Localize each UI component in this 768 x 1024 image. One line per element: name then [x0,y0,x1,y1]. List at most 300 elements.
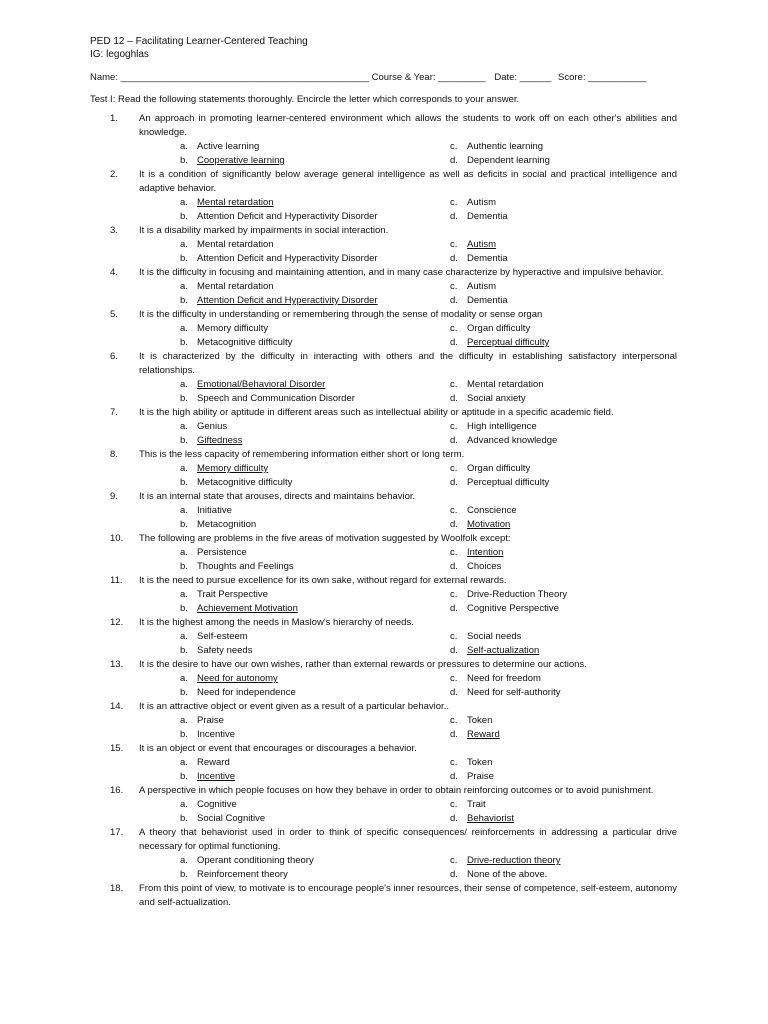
option-text: Attention Deficit and Hyperactivity Disorder [197,253,378,264]
option-text: Self-esteem [197,631,248,642]
option-letter: d. [450,155,458,166]
question-item [90,784,677,826]
option-text: Cognitive [197,799,237,810]
option-letter: b. [180,729,188,740]
option-letter: d. [450,393,458,404]
question-text: A perspective in which people focuses on how they behave in order to obtain reinforcing outcomes or to avoid punishment. [139,785,654,796]
option-letter: a. [180,323,188,334]
option-text: Dementia [467,211,508,222]
option-letter: a. [180,239,188,250]
option-text: Need for independence [197,687,296,698]
answer-option[interactable] [180,588,450,602]
option-text: Autism [467,197,497,208]
option-text: Token [467,715,493,726]
option-letter: a. [180,631,188,642]
option-text: Cognitive Perspective [467,603,559,614]
answer-option[interactable] [180,812,450,826]
answer-option[interactable] [180,672,450,686]
question-number: 18. [110,883,124,894]
answer-option[interactable] [450,644,677,658]
option-text-marked: Cooperative learning [197,155,285,166]
option-text-marked: Perceptual difficulty [467,337,550,348]
question-text: It is the desire to have our own wishes, rather than external rewards or pressures to determine our actions. [139,659,587,670]
answer-option[interactable] [180,728,450,742]
option-text-marked: Behaviorist [467,813,514,824]
answer-options [180,672,677,700]
question-stem [110,350,677,378]
option-text: Active learning [197,141,260,152]
option-text: Thoughts and Feelings [197,561,294,572]
option-letter: a. [180,379,188,390]
question-number: 4. [110,267,118,278]
answer-option[interactable] [450,378,677,392]
option-text: Speech and Communication Disorder [197,393,355,404]
answer-options [180,378,677,406]
answer-option[interactable] [450,518,677,532]
question-list [90,112,677,910]
question-item [90,658,677,700]
question-stem [110,406,677,420]
answer-option[interactable] [450,476,677,490]
option-letter: d. [450,771,458,782]
question-number: 13. [110,659,124,670]
course-year-field: Course & Year: _________ [371,72,486,83]
answer-option[interactable] [450,322,677,336]
question-text: The following are problems in the five areas of motivation suggested by Woolfolk except: [139,533,511,544]
answer-option[interactable] [450,210,677,224]
answer-option[interactable] [450,714,677,728]
option-text-marked: Self-actualization [467,645,540,656]
question-number: 5. [110,309,118,320]
answer-options [180,322,677,350]
question-item [90,700,677,742]
option-letter: d. [450,435,458,446]
question-text: It is the difficulty in understanding or remembering through the sense of modality or sense organ [139,309,543,320]
question-item [90,490,677,532]
option-text: Token [467,757,493,768]
option-letter: a. [180,547,188,558]
option-text: Autism [467,281,497,292]
answer-options [180,196,677,224]
option-letter: b. [180,435,188,446]
answer-option[interactable] [450,140,677,154]
answer-option[interactable] [180,462,450,476]
answer-option[interactable] [450,238,677,252]
option-text: Praise [197,715,224,726]
option-text: Dementia [467,295,508,306]
option-letter: c. [450,141,458,152]
option-text-marked: Giftedness [197,435,243,446]
option-letter: c. [450,631,458,642]
option-text-marked: Memory difficulty [197,463,269,474]
option-letter: d. [450,477,458,488]
option-letter: a. [180,799,188,810]
option-letter: b. [180,337,188,348]
option-text-marked: Attention Deficit and Hyperactivity Disorder [197,295,378,306]
option-letter: c. [450,505,458,516]
option-letter: b. [180,869,188,880]
question-item [90,882,677,910]
option-text: Operant conditioning theory [197,855,314,866]
option-text: Metacognition [197,519,257,530]
answer-option[interactable] [450,588,677,602]
option-text-marked: Emotional/Behavioral Disorder [197,379,326,390]
answer-option[interactable] [450,686,677,700]
answer-options [180,798,677,826]
question-item [90,448,677,490]
question-text: It is the need to pursue excellence for its own sake, without regard for external rewards. [139,575,507,586]
question-stem [110,658,677,672]
option-letter: c. [450,421,458,432]
option-text: Drive-Reduction Theory [467,589,568,600]
option-letter: b. [180,295,188,306]
question-number: 7. [110,407,118,418]
option-letter: c. [450,197,458,208]
answer-option[interactable] [450,756,677,770]
answer-option[interactable] [180,378,450,392]
question-text: An approach in promoting learner-centered environment which allows the students to work off on each other's abilities and knowledge. [139,113,677,138]
option-letter: d. [450,295,458,306]
question-number: 16. [110,785,124,796]
answer-options [180,854,677,882]
option-letter: d. [450,645,458,656]
question-text: From this point of view, to motivate is to encourage people's inner resources, their sense of competence, self-esteem, autonomy and self-actualization. [139,883,677,908]
score-field: Score: ___________ [558,72,647,83]
answer-option[interactable] [180,294,450,308]
question-stem [110,616,677,630]
answer-option[interactable] [180,238,450,252]
question-number: 11. [110,575,123,586]
answer-option[interactable] [180,392,450,406]
option-text: Choices [467,561,502,572]
question-stem [110,742,677,756]
option-text: Safety needs [197,645,253,656]
answer-option[interactable] [180,854,450,868]
option-letter: b. [180,211,188,222]
answer-option[interactable] [450,560,677,574]
option-text: Social anxiety [467,393,526,404]
option-text: Need for self-authority [467,687,561,698]
option-text: Mental retardation [197,281,274,292]
question-item [90,350,677,406]
question-stem [110,168,677,196]
question-text: It is characterized by the difficulty in interacting with others and the difficulty in establishing satisfactory interpersonal relationships. [139,351,677,376]
answer-options [180,714,677,742]
option-text-marked: Mental retardation [197,197,274,208]
option-letter: d. [450,813,458,824]
question-stem [110,700,677,714]
option-letter: b. [180,155,188,166]
option-letter: b. [180,253,188,264]
option-text: Trait [467,799,486,810]
option-letter: a. [180,463,188,474]
student-info-line [90,71,677,85]
option-letter: d. [450,561,458,572]
answer-option[interactable] [450,434,677,448]
answer-option[interactable] [180,210,450,224]
option-letter: b. [180,771,188,782]
question-number: 1. [110,113,118,124]
answer-option[interactable] [450,420,677,434]
option-text: None of the above. [467,869,548,880]
answer-option[interactable] [180,434,450,448]
date-field: Date: ______ [494,72,552,83]
option-letter: b. [180,603,188,614]
option-text: Memory difficulty [197,323,269,334]
answer-option[interactable] [450,504,677,518]
question-number: 10. [110,533,124,544]
option-text: Trait Perspective [197,589,268,600]
option-text: Mental retardation [197,239,274,250]
option-letter: b. [180,519,188,530]
answer-option[interactable] [180,756,450,770]
question-stem [110,112,677,140]
answer-option[interactable] [450,196,677,210]
question-text: It is an attractive object or event given as a result of a particular behavior.. [139,701,449,712]
option-letter: d. [450,211,458,222]
answer-option[interactable] [180,140,450,154]
answer-option[interactable] [180,252,450,266]
answer-option[interactable] [180,504,450,518]
question-text: It is the high ability or aptitude in different areas such as intellectual ability or aptitude in a specific academic field. [139,407,614,418]
option-text: Need for freedom [467,673,541,684]
answer-option[interactable] [450,462,677,476]
question-stem [110,784,677,798]
answer-option[interactable] [180,196,450,210]
answer-option[interactable] [450,854,677,868]
question-text: A theory that behaviorist used in order to think of specific consequences/ reinforcements in addressing a particular drive necessary for optimal functioning. [139,827,677,852]
question-number: 9. [110,491,118,502]
option-text: Perceptual difficulty [467,477,550,488]
answer-options [180,140,677,168]
option-letter: a. [180,141,188,152]
answer-option[interactable] [450,672,677,686]
question-item [90,224,677,266]
option-text: Praise [467,771,494,782]
answer-option[interactable] [450,798,677,812]
option-letter: b. [180,687,188,698]
question-stem [110,490,677,504]
option-text: Reinforcement theory [197,869,288,880]
course-title: PED 12 – Facilitating Learner-Centered Teaching [90,36,308,47]
answer-option[interactable] [180,770,450,784]
option-text-marked: Reward [467,729,500,740]
answer-option[interactable] [450,252,677,266]
question-item [90,826,677,882]
option-letter: b. [180,477,188,488]
option-text: Genius [197,421,228,432]
answer-options [180,588,677,616]
option-letter: a. [180,505,188,516]
instructor-line: IG: legoghlas [90,49,149,60]
answer-option[interactable] [180,518,450,532]
question-number: 14. [110,701,124,712]
option-text: Dependent learning [467,155,550,166]
option-text-marked: Autism [467,239,497,250]
question-number: 17. [110,827,124,838]
answer-options [180,280,677,308]
question-number: 3. [110,225,118,236]
option-letter: a. [180,715,188,726]
answer-option[interactable] [450,770,677,784]
option-letter: d. [450,603,458,614]
question-stem [110,448,677,462]
question-stem [110,224,677,238]
option-letter: c. [450,589,458,600]
question-text: This is the less capacity of remembering information either short or long term. [139,449,465,460]
question-number: 2. [110,169,118,180]
option-text-marked: Drive-reduction theory [467,855,561,866]
option-text: Metacognitive difficulty [197,337,293,348]
answer-option[interactable] [180,868,450,882]
answer-option[interactable] [450,630,677,644]
answer-option[interactable] [180,560,450,574]
option-letter: d. [450,869,458,880]
question-stem [110,882,677,910]
question-number: 8. [110,449,118,460]
answer-option[interactable] [180,798,450,812]
option-letter: c. [450,547,458,558]
question-stem [110,826,677,854]
answer-options [180,504,677,532]
option-letter: d. [450,337,458,348]
question-item [90,574,677,616]
answer-option[interactable] [450,336,677,350]
document-page [90,35,677,910]
question-text: It is the difficulty in focusing and maintaining attention, and in many case characterize by hyperactive and impulsive behavior. [139,267,664,278]
answer-option[interactable] [450,546,677,560]
question-stem [110,532,677,546]
option-letter: c. [450,463,458,474]
answer-option[interactable] [450,392,677,406]
option-letter: c. [450,239,458,250]
option-letter: d. [450,253,458,264]
question-number: 15. [110,743,124,754]
answer-option[interactable] [180,476,450,490]
answer-option[interactable] [180,644,450,658]
question-item [90,532,677,574]
answer-option[interactable] [180,546,450,560]
option-letter: c. [450,673,458,684]
option-text: Social needs [467,631,522,642]
name-field: Name: _______________________________________________ [90,72,369,83]
answer-option[interactable] [450,728,677,742]
answer-option[interactable] [180,154,450,168]
option-text: Mental retardation [467,379,544,390]
answer-option[interactable] [180,322,450,336]
option-letter: c. [450,379,458,390]
answer-options [180,420,677,448]
option-text-marked: Motivation [467,519,511,530]
question-text: It is the highest among the needs in Maslow's hierarchy of needs. [139,617,414,628]
answer-options [180,630,677,658]
question-item [90,406,677,448]
answer-option[interactable] [450,812,677,826]
answer-option[interactable] [450,602,677,616]
option-letter: b. [180,645,188,656]
question-item [90,616,677,658]
option-letter: a. [180,421,188,432]
option-text-marked: Incentive [197,771,236,782]
question-item [90,308,677,350]
option-text: Attention Deficit and Hyperactivity Disorder [197,211,378,222]
answer-option[interactable] [180,714,450,728]
option-letter: c. [450,715,458,726]
option-letter: c. [450,757,458,768]
question-item [90,168,677,224]
answer-option[interactable] [180,630,450,644]
answer-option[interactable] [180,420,450,434]
option-letter: d. [450,687,458,698]
answer-option[interactable] [180,336,450,350]
option-letter: a. [180,673,188,684]
question-stem [110,574,677,588]
option-letter: c. [450,281,458,292]
option-text: Initiative [197,505,232,516]
question-text: It is an object or event that encourages or discourages a behavior. [139,743,417,754]
answer-option[interactable] [180,280,450,294]
question-text: It is a condition of significantly below average general intelligence as well as deficits in social and practical intelligence and adaptive behavior. [139,169,677,194]
question-item [90,266,677,308]
option-letter: b. [180,561,188,572]
option-letter: a. [180,855,188,866]
option-text: Advanced knowledge [467,435,558,446]
question-number: 6. [110,351,118,362]
option-letter: a. [180,197,188,208]
option-text: Metacognitive difficulty [197,477,293,488]
option-letter: a. [180,589,188,600]
question-number: 12. [110,617,124,628]
answer-option[interactable] [450,154,677,168]
option-text: Authentic learning [467,141,544,152]
option-text: Conscience [467,505,517,516]
option-letter: d. [450,729,458,740]
option-letter: d. [450,519,458,530]
option-letter: c. [450,799,458,810]
option-text: Organ difficulty [467,463,531,474]
option-letter: a. [180,757,188,768]
answer-option[interactable] [450,868,677,882]
option-text-marked: Achievement Motivation [197,603,298,614]
question-text: It is an internal state that arouses, directs and maintains behavior. [139,491,416,502]
question-item [90,112,677,168]
question-text: It is a disability marked by impairments in social interaction. [139,225,389,236]
option-letter: a. [180,281,188,292]
answer-options [180,546,677,574]
answer-options [180,238,677,266]
option-text-marked: Intention [467,547,504,558]
option-letter: c. [450,855,458,866]
answer-option[interactable] [180,686,450,700]
answer-option[interactable] [450,280,677,294]
option-text: Persistence [197,547,247,558]
option-text-marked: Need for autonomy [197,673,278,684]
answer-option[interactable] [180,602,450,616]
option-letter: b. [180,393,188,404]
test-instructions: Test I: Read the following statements thoroughly. Encircle the letter which corresponds to your answer. [90,94,520,105]
option-letter: b. [180,813,188,824]
option-text: Social Cognitive [197,813,266,824]
option-text: High intelligence [467,421,537,432]
option-text: Organ difficulty [467,323,531,334]
answer-options [180,756,677,784]
answer-option[interactable] [450,294,677,308]
option-text: Incentive [197,729,236,740]
question-item [90,742,677,784]
option-text: Dementia [467,253,508,264]
question-stem [110,266,677,280]
answer-options [180,462,677,490]
